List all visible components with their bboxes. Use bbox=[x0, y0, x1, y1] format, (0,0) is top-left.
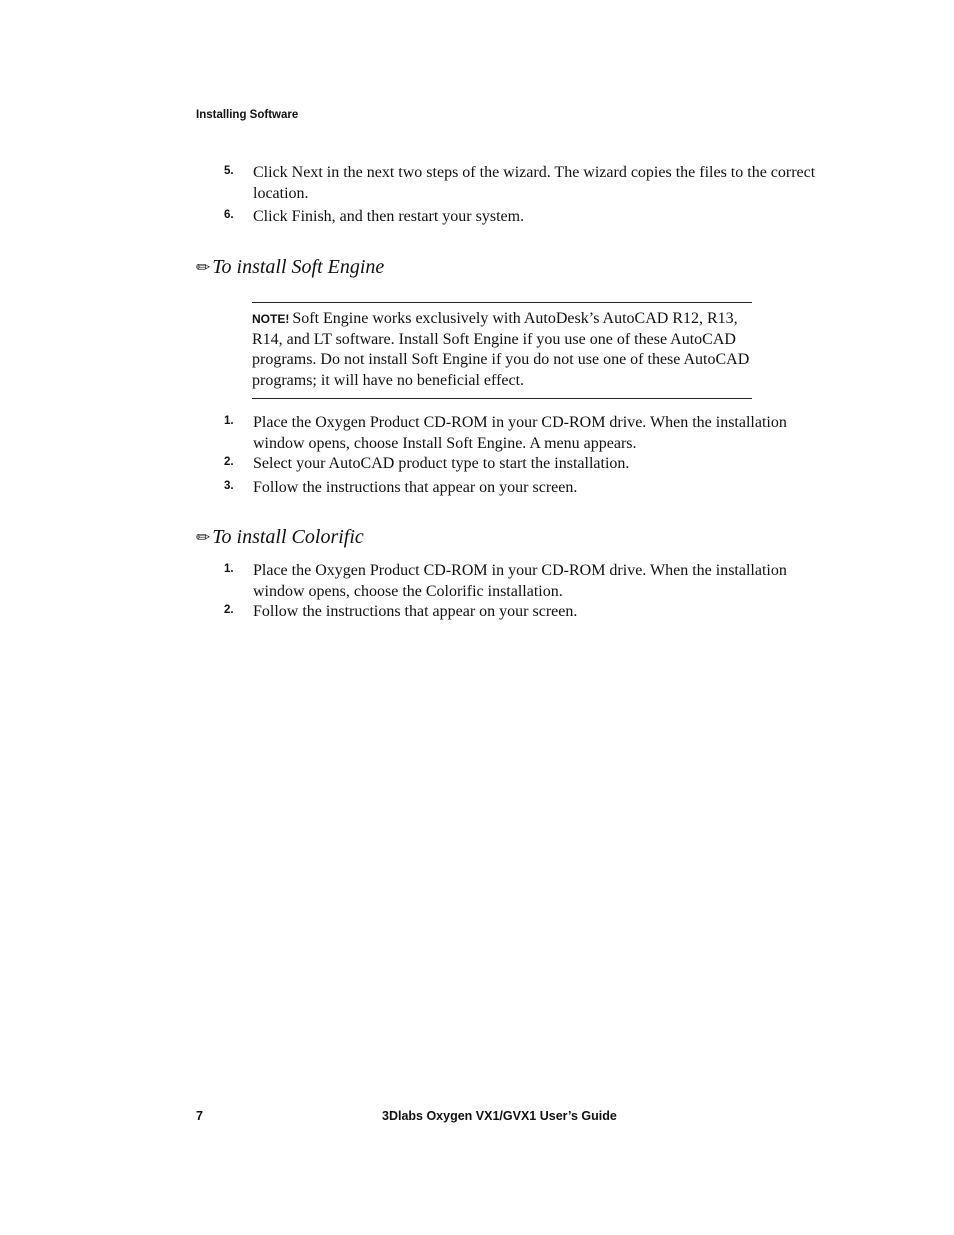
list-item bbox=[224, 602, 824, 623]
step-text: Click Finish, and then restart your system. bbox=[253, 208, 525, 225]
step-text: Follow the instructions that appear on your screen. bbox=[253, 603, 578, 620]
step-text: Click Next in the next two steps of the wizard. The wizard copies the files to the correct location. bbox=[253, 164, 816, 202]
step-number: 3. bbox=[224, 480, 234, 492]
heading-text: To install Soft Engine bbox=[212, 256, 385, 278]
step-number: 2. bbox=[224, 456, 234, 468]
note-label: NOTE! bbox=[252, 312, 290, 326]
section-heading-colorific bbox=[196, 526, 364, 549]
list-item bbox=[224, 478, 824, 499]
step-number: 5. bbox=[224, 165, 234, 177]
note-text-block bbox=[252, 309, 752, 391]
list-item bbox=[224, 454, 824, 475]
step-number: 2. bbox=[224, 604, 234, 616]
footer-guide-title: 3Dlabs Oxygen VX1/GVX1 User’s Guide bbox=[382, 1109, 617, 1123]
step-number: 1. bbox=[224, 563, 234, 575]
list-item bbox=[224, 207, 824, 228]
step-number: 1. bbox=[224, 415, 234, 427]
step-number: 6. bbox=[224, 209, 234, 221]
note-box bbox=[252, 302, 752, 399]
section-heading-soft-engine bbox=[196, 256, 384, 279]
step-text: Place the Oxygen Product CD-ROM in your CD-ROM drive. When the installation window opens, choose the Colorific installation. bbox=[253, 562, 787, 600]
pencil-icon: ✏ bbox=[196, 258, 211, 277]
note-text: Soft Engine works exclusively with AutoDesk’s AutoCAD R12, R13, R14, and LT software. Install Soft Engine if you use one of these AutoCAD programs. Do not install Soft Engine if you do not use one of these AutoCAD programs; it will have no beneficial effect. bbox=[252, 310, 750, 389]
list-item bbox=[224, 163, 824, 204]
step-text: Follow the instructions that appear on your screen. bbox=[253, 479, 578, 496]
pencil-icon: ✏ bbox=[196, 528, 211, 547]
page-number: 7 bbox=[196, 1109, 203, 1123]
heading-text: To install Colorific bbox=[212, 526, 364, 548]
running-head: Installing Software bbox=[196, 109, 299, 121]
list-item bbox=[224, 561, 824, 602]
list-item bbox=[224, 413, 824, 454]
step-text: Place the Oxygen Product CD-ROM in your CD-ROM drive. When the installation window opens, choose Install Soft Engine. A menu appears. bbox=[253, 414, 787, 452]
step-text: Select your AutoCAD product type to start the installation. bbox=[253, 455, 630, 472]
